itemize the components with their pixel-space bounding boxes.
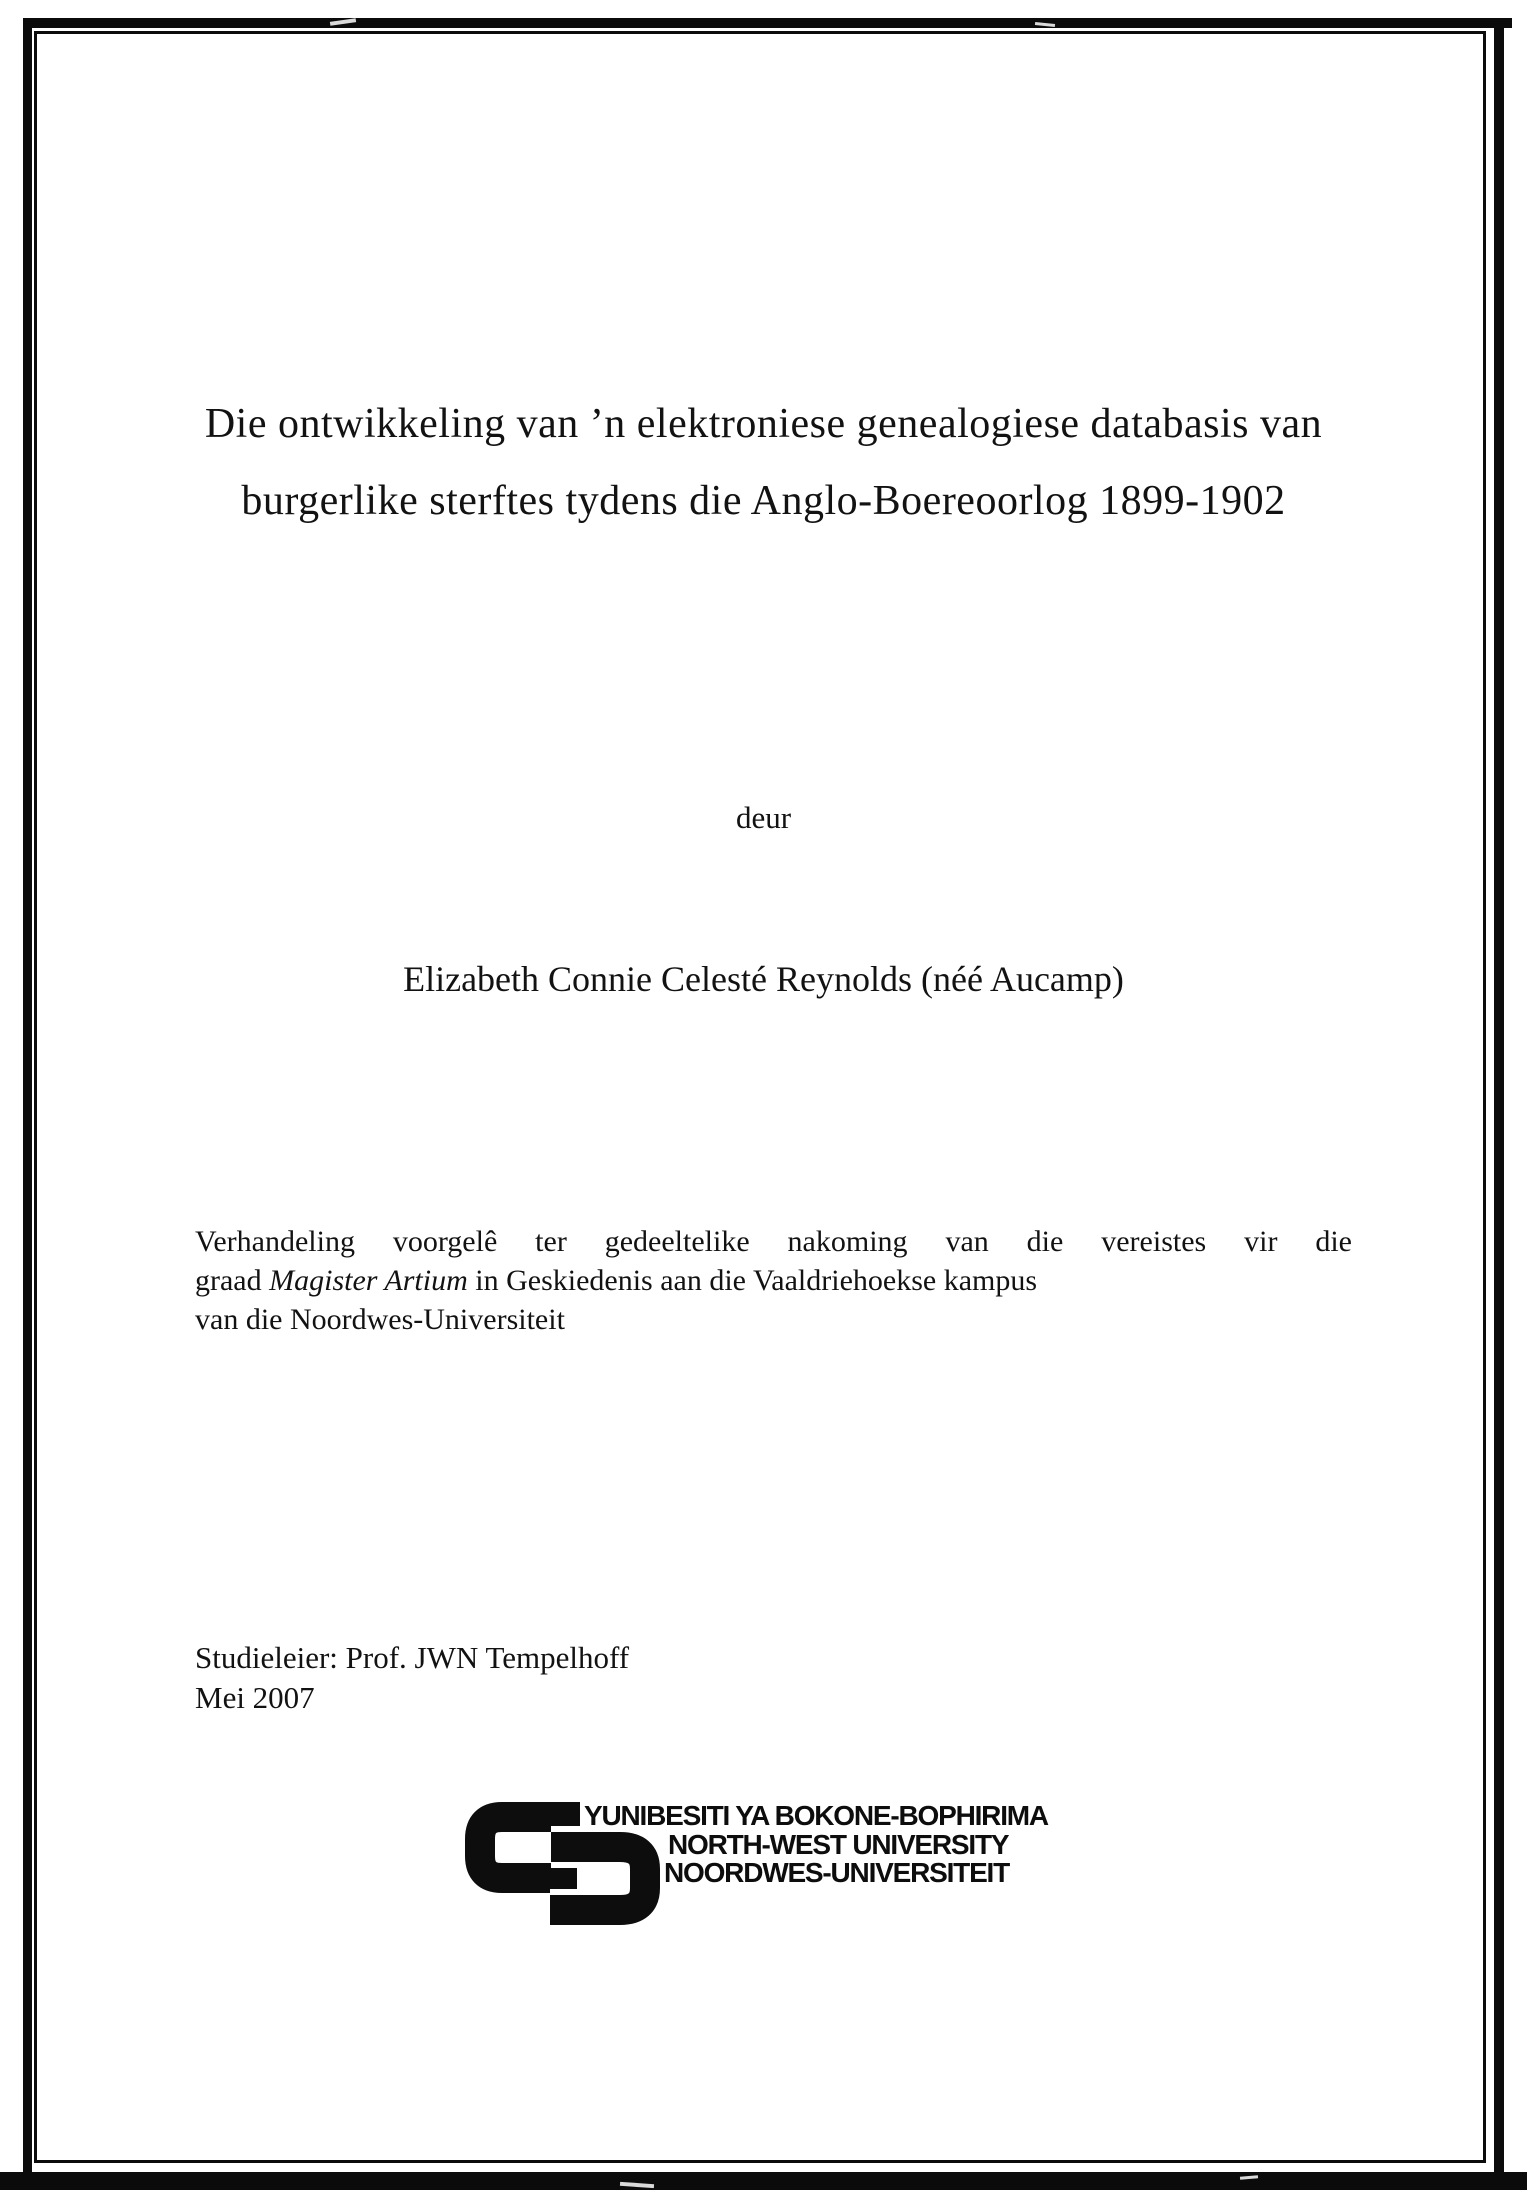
university-name-afrikaans: NOORDWES-UNIVERSITEIT (664, 1857, 1010, 1888)
supervisor-line: Studieleier: Prof. JWN Tempelhoff (195, 1640, 630, 1675)
statement-degree-name: Magister Artium (269, 1264, 468, 1297)
frame-border-right (1494, 18, 1504, 2174)
statement-line2 (195, 1261, 1352, 1300)
submission-statement (195, 1222, 1352, 1339)
thesis-title (0, 386, 1527, 540)
frame-border-bottom (0, 2172, 1527, 2190)
byline-label: deur (735, 800, 792, 835)
statement-line2-post: in Geskiedenis aan die Vaaldriehoekse kampus (467, 1264, 1038, 1297)
university-logo (462, 1798, 1122, 1958)
date-line: Mei 2007 (195, 1680, 315, 1715)
author-name: Elizabeth Connie Celesté Reynolds (néé Aucamp) (403, 959, 1124, 999)
statement-line1: Verhandeling voorgelê ter gedeeltelike nakoming van die vereistes vir die (195, 1225, 1352, 1258)
university-name-block (584, 1802, 1048, 1888)
statement-line2-pre: graad (195, 1264, 270, 1297)
supervisor-block (195, 1638, 629, 1718)
thesis-title-line2: burgerlike sterftes tydens die Anglo-Boereoorlog 1899-1902 (241, 478, 1286, 524)
thesis-title-line1: Die ontwikkeling van ’n elektroniese genealogiese databasis van (204, 401, 1323, 447)
frame-border-top (23, 18, 1512, 28)
statement-line3: van die Noordwes-Universiteit (195, 1303, 565, 1336)
university-name-english: NORTH-WEST UNIVERSITY (668, 1828, 1009, 1860)
university-name-setswana: YUNIBESITI YA BOKONE-BOPHIRIMA (584, 1800, 1048, 1831)
frame-border-left (23, 18, 32, 2174)
